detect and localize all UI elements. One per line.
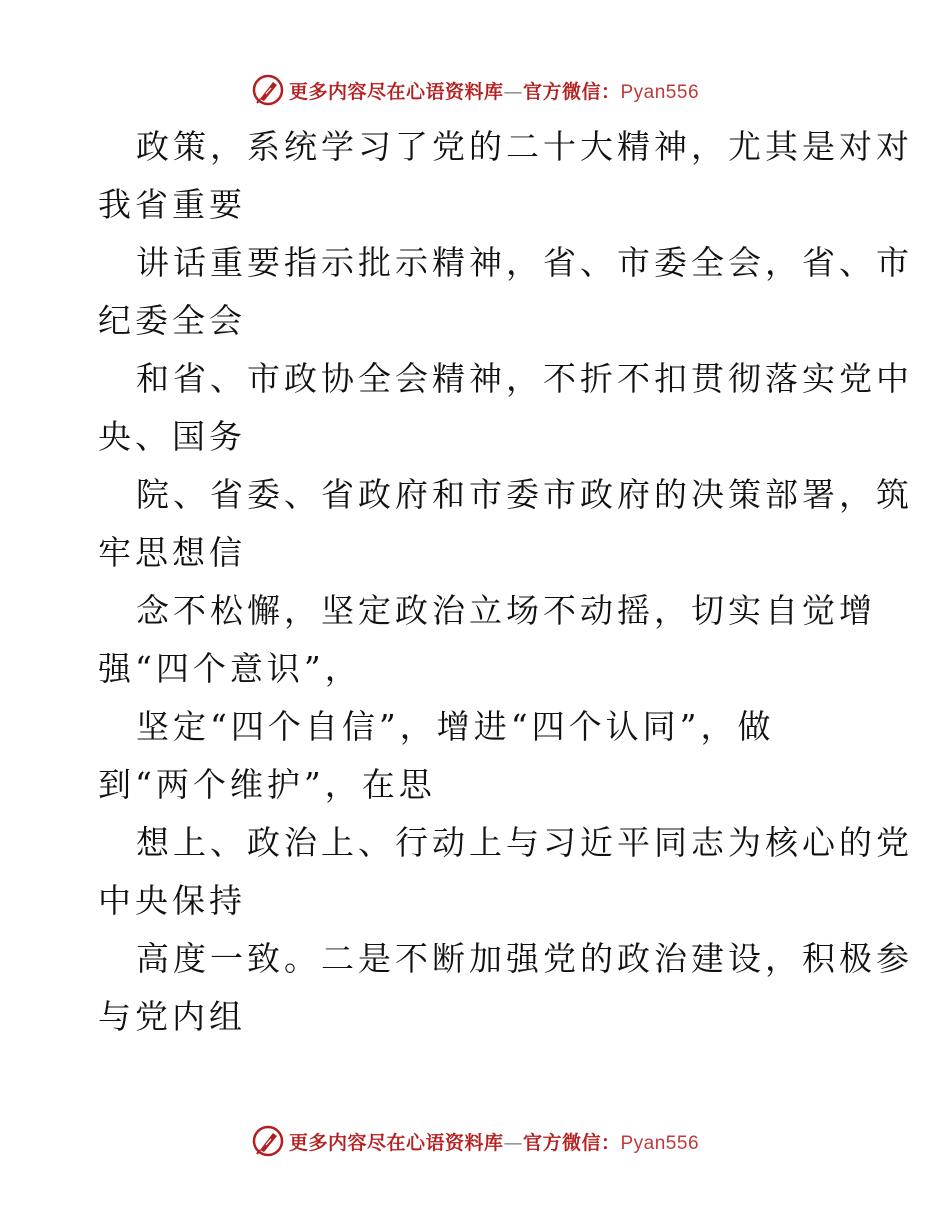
watermark-text [289, 77, 699, 104]
body-line: 纪委全会 [98, 301, 246, 340]
watermark-wechat-label: 官方微信： [522, 1131, 621, 1154]
watermark-text [289, 1128, 699, 1155]
body-line: 念不松懈，坚定政治立场不动摇，切实自觉增 [136, 591, 876, 630]
body-line: 牢思想信 [98, 533, 246, 572]
body-line: 央、国务 [98, 417, 246, 456]
body-line: 我省重要 [98, 185, 246, 224]
watermark-separator: — [503, 1131, 523, 1154]
document-body [98, 118, 913, 1046]
body-line: 和省、市政协全会精神，不折不扣贯彻落实党中 [136, 359, 913, 398]
watermark-main: 更多内容尽在心语资料库 [288, 80, 504, 103]
body-line: 强“四个意识”， [98, 649, 362, 688]
footer-watermark [0, 1121, 950, 1161]
watermark-main: 更多内容尽在心语资料库 [288, 1131, 504, 1154]
body-line: 与党内组 [98, 997, 246, 1036]
quill-pen-logo-icon [251, 1124, 285, 1158]
quill-pen-logo-icon [251, 73, 285, 107]
body-line: 想上、政治上、行动上与习近平同志为核心的党 [136, 823, 913, 862]
header-watermark [0, 70, 950, 110]
body-line: 政策，系统学习了党的二十大精神，尤其是对对 [136, 127, 913, 166]
watermark-wechat-id: Pyan556 [620, 81, 700, 103]
body-line: 院、省委、省政府和市委市政府的决策部署，筑 [136, 475, 913, 514]
body-line: 讲话重要指示批示精神，省、市委全会，省、市 [136, 243, 913, 282]
watermark-wechat-label: 官方微信： [522, 80, 621, 103]
body-line: 高度一致。二是不断加强党的政治建设，积极参 [136, 939, 913, 978]
body-line: 到“两个维护”，在思 [98, 765, 436, 804]
watermark-wechat-id: Pyan556 [620, 1132, 700, 1154]
body-line: 中央保持 [98, 881, 246, 920]
body-line: 坚定“四个自信”，增进“四个认同”，做 [136, 707, 775, 746]
watermark-separator: — [503, 80, 523, 103]
